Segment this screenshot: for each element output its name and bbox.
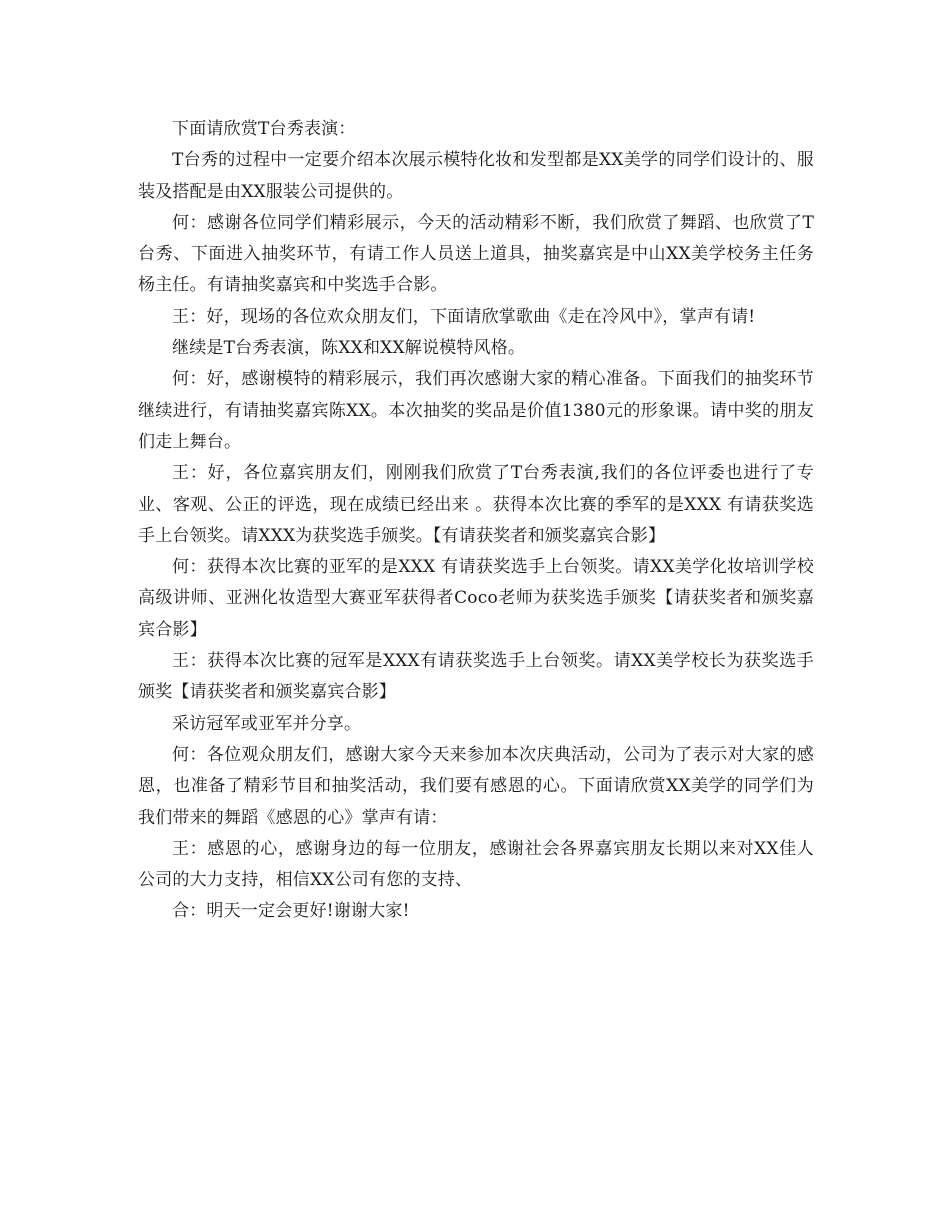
paragraph-7: 王：好，各位嘉宾朋友们，刚刚我们欣赏了T台秀表演,我们的各位评委也进行了专业、客观、公正的评选，现在成绩已经出来 。获得本次比赛的季军的是XXX 有请获奖选手上台领奖。请XXX为获奖选手颁奖。【有请获奖者和颁奖嘉宾合影】 — [138, 463, 814, 546]
paragraph-13: 合：明天一定会更好!谢谢大家! — [172, 901, 410, 922]
paragraph-4: 王：好，现场的各位欢众朋友们，下面请欣掌歌曲《走在冷风中》，掌声有请! — [172, 306, 756, 327]
paragraph-10: 采访冠军或亚军并分享。 — [172, 713, 362, 734]
paragraph-9: 王：获得本次比赛的冠军是XXX有请获奖选手上台领奖。请XX美学校长为获奖选手颁奖【请获奖者和颁奖嘉宾合影】 — [138, 651, 814, 703]
paragraph-1: 下面请欣赏T台秀表演： — [172, 119, 356, 139]
paragraph-2: T台秀的过程中一定要介绍本次展示模特化妆和发型都是XX美学的同学们设计的、服装及搭配是由XX服装公司提供的。 — [138, 150, 814, 202]
paragraph-6: 何：好，感谢模特的精彩展示，我们再次感谢大家的精心准备。下面我们的抽奖环节继续进行，有请抽奖嘉宾陈XX。本次抽奖的奖品是价值1380元的形象课。请中奖的朋友们走上舞台。 — [138, 369, 814, 452]
document-body — [138, 114, 814, 928]
paragraph-11: 何：各位观众朋友们，感谢大家今天来参加本次庆典活动，公司为了表示对大家的感恩，也准备了精彩节目和抽奖活动，我们要有感恩的心。下面请欣赏XX美学的同学们为我们带来的舞蹈《感恩的心》掌声有请： — [138, 744, 814, 828]
paragraph-3: 何：感谢各位同学们精彩展示，今天的活动精彩不断，我们欣赏了舞蹈、也欣赏了T台秀、下面进入抽奖环节，有请工作人员送上道具，抽奖嘉宾是中山XX美学校务主任务杨主任。有请抽奖嘉宾和中奖选手合影。 — [138, 212, 814, 296]
paragraph-8: 何：获得本次比赛的亚军的是XXX 有请获奖选手上台领奖。请XX美学化妆培训学校高级讲师、亚洲化妆造型大赛亚军获得者Coco老师为获奖选手颁奖【请获奖者和颁奖嘉宾合影】 — [138, 557, 814, 640]
paragraph-12: 王：感恩的心，感谢身边的每一位朋友，感谢社会各界嘉宾朋友长期以来对XX佳人公司的大力支持，相信XX公司有您的支持、 — [138, 838, 814, 891]
paragraph-5: 继续是T台秀表演，陈XX和XX解说模特风格。 — [172, 338, 526, 359]
